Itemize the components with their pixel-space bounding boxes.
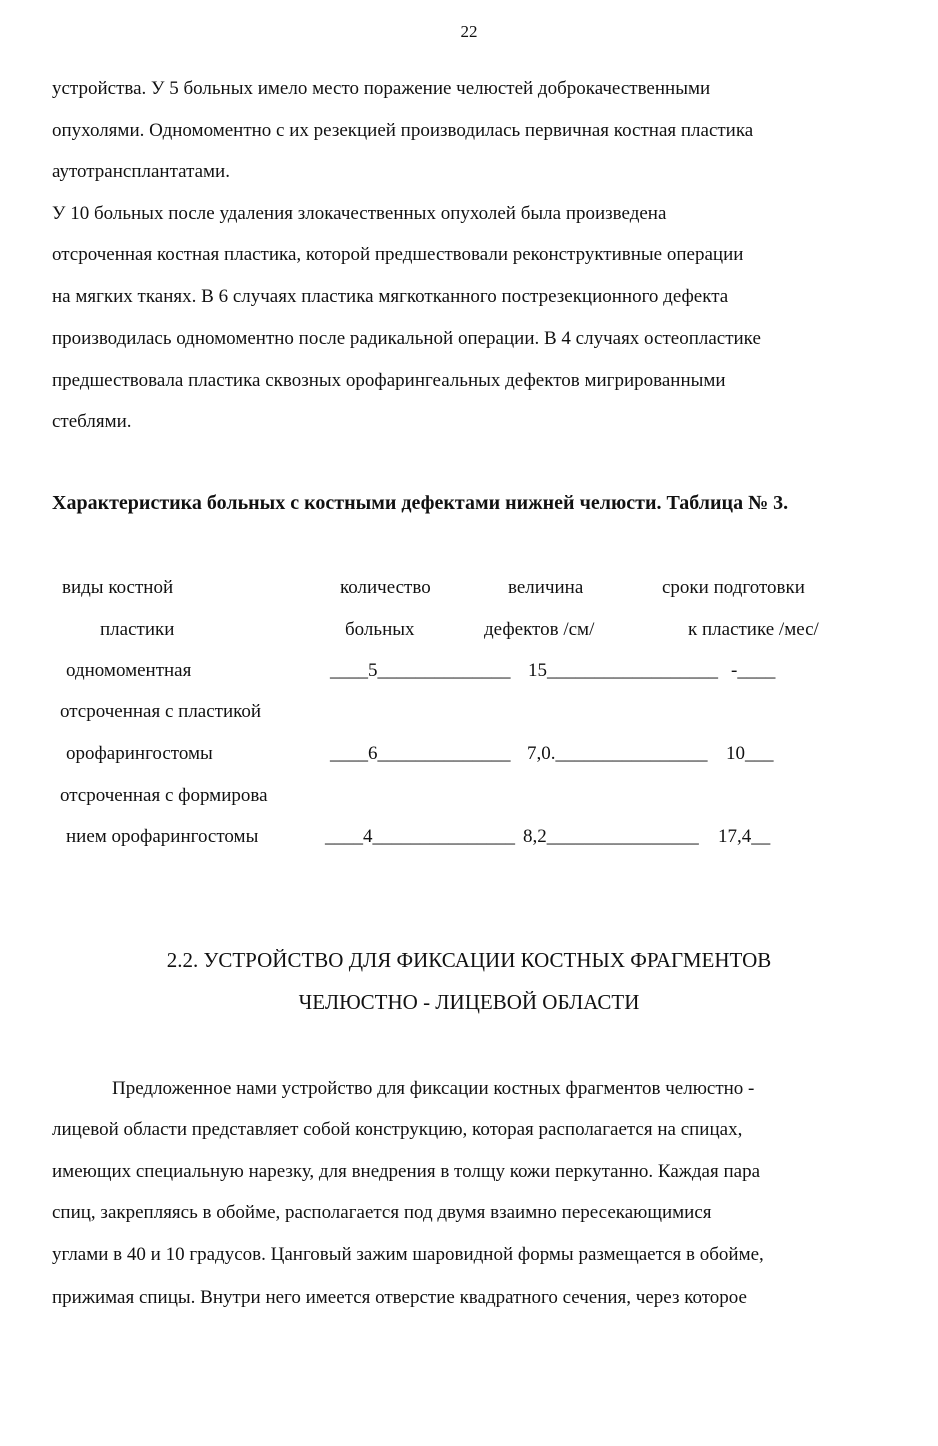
row-size: 7,0.________________ [527,743,708,764]
text-line: устройства. У 5 больных имело место поражение челюстей доброкачественными [52,78,711,99]
page-number: 22 [460,22,478,41]
text-line: прижимая спицы. Внутри него имеется отверстие квадратного сечения, через которое [52,1287,747,1308]
row-size: 15__________________ [528,660,718,681]
section-heading: 2.2. УСТРОЙСТВО ДЛЯ ФИКСАЦИИ КОСТНЫХ ФРАГМЕНТОВ [166,948,772,972]
row-label: орофарингостомы [66,743,213,764]
row-count: ____5______________ [330,660,511,681]
table-header-size: величина [508,577,584,598]
table-header-period: сроки подготовки [662,577,805,598]
text-line: лицевой области представляет собой конструкцию, которая располагается на спицах, [52,1119,743,1140]
table-header-type: пластики [100,619,175,640]
row-label: нием орофарингостомы [66,826,259,847]
table-header-count: количество [340,577,431,598]
text-line: производилась одномоментно после радикальной операции. В 4 случаях остеопластике [52,328,761,349]
text-line: Предложенное нами устройство для фиксации костных фрагментов челюстно - [112,1078,755,1099]
table-header-size: дефектов /см/ [484,619,595,640]
text-line: отсроченная костная пластика, которой предшествовали реконструктивные операции [52,244,744,265]
row-label: отсроченная с формирова [60,785,268,806]
row-count: ____6______________ [330,743,511,764]
text-line: опухолями. Одномоментно с их резекцией производилась первичная костная пластика [52,120,754,141]
row-period: 10___ [726,743,774,764]
row-label: одномоментная [66,660,192,681]
table-header-count: больных [345,619,415,640]
text-line: спиц, закрепляясь в обойме, располагается под двумя взаимно пересекающимися [52,1202,712,1223]
row-size: 8,2________________ [523,826,699,847]
text-line: на мягких тканях. В 6 случаях пластика мягкотканного пострезекционного дефекта [52,286,729,307]
table-header-period: к пластике /мес/ [688,619,819,640]
row-period: -____ [731,660,776,681]
row-count: ____4_______________ [325,826,515,847]
table-title: Характеристика больных с костными дефектами нижней челюсти. Таблица № 3. [52,492,789,514]
row-label: отсроченная с пластикой [60,701,262,722]
section-heading: ЧЕЛЮСТНО - ЛИЦЕВОЙ ОБЛАСТИ [298,990,640,1014]
text-line: У 10 больных после удаления злокачественных опухолей была произведена [52,203,667,224]
text-line: аутотрансплантатами. [52,161,230,182]
text-line: имеющих специальную нарезку, для внедрения в толщу кожи перкутанно. Каждая пара [52,1161,761,1182]
text-line: углами в 40 и 10 градусов. Цанговый зажим шаровидной формы размещается в обойме, [52,1244,764,1265]
table-header-type: виды костной [62,577,174,598]
text-line: предшествовала пластика сквозных орофарингеальных дефектов мигрированными [52,370,726,391]
text-line: стеблями. [52,411,132,432]
row-period: 17,4__ [718,826,771,847]
